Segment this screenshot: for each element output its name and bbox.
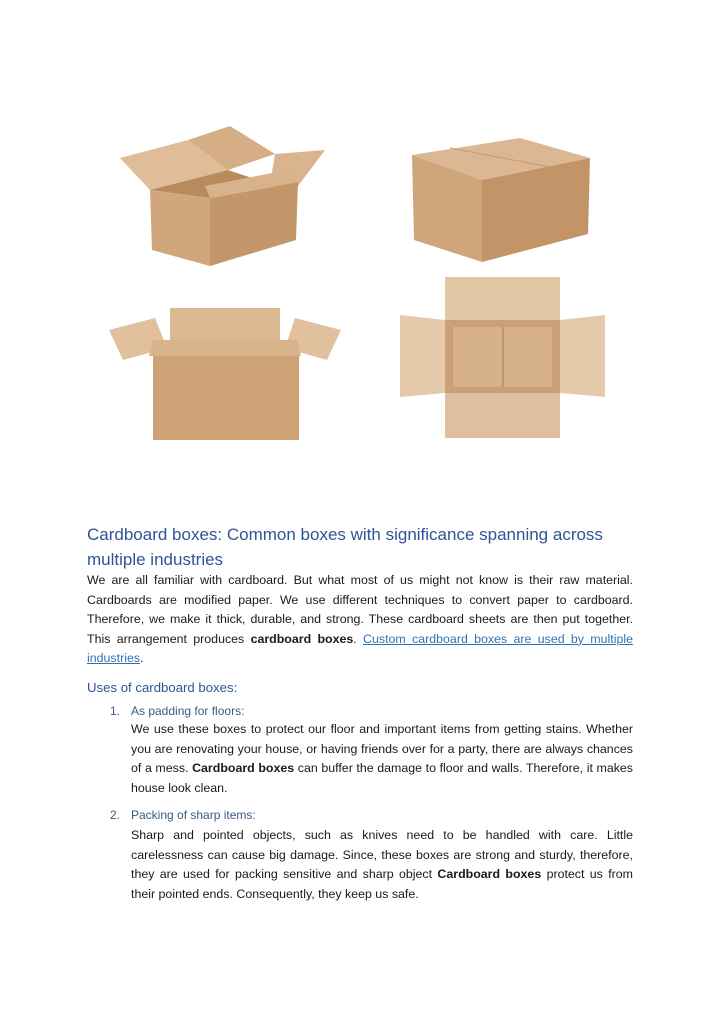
box-image-open-flaps bbox=[110, 120, 335, 270]
list-item-number: 1. bbox=[110, 704, 121, 718]
box-image-closed bbox=[400, 130, 595, 265]
intro-end: . bbox=[140, 651, 144, 666]
item-text: Sharp and pointed objects, such as knives need to be handled with care. Little carelessness can cause big damage. Since, these boxes are strong and sturdy, therefore, they are used for packing sensitive and sharp object bbox=[131, 828, 633, 882]
item-text-end: can buffer the damage to floor and walls. Therefore, it makes house look clean. bbox=[131, 761, 633, 795]
list-item-body bbox=[131, 720, 633, 798]
list-item-title: Packing of sharp items: bbox=[131, 808, 256, 822]
list-item-body bbox=[131, 826, 633, 904]
uses-heading: Uses of cardboard boxes: bbox=[87, 680, 238, 695]
intro-text: We are all familiar with cardboard. But what most of us might not know is their raw material. Cardboards are modified paper. We use different techniques to convert paper to cardboard. Therefore, we make it thick, durable, and strong. These cardboard sheets are then put together. This arrangement produces bbox=[87, 573, 633, 646]
item-text: We use these boxes to protect our floor and important items from getting stains. Whether you are renovating your house, or having friends over for a party, there are always chances of a mess. bbox=[131, 722, 633, 776]
intro-bold-keyword: cardboard boxes bbox=[250, 631, 354, 646]
item-text-end: protect us from their pointed ends. Consequently, they keep us safe. bbox=[131, 867, 633, 901]
intro-separator: . bbox=[353, 631, 364, 646]
box-image-top-view bbox=[395, 275, 610, 440]
item-bold-keyword: Cardboard boxes bbox=[437, 867, 542, 882]
article-heading: Cardboard boxes: Common boxes with significance spanning across multiple industries bbox=[87, 525, 603, 569]
custom-boxes-link[interactable]: Custom cardboard boxes are used by multiple industries bbox=[87, 631, 633, 666]
list-item-title: As padding for floors: bbox=[131, 704, 245, 718]
box-image-front-open bbox=[105, 300, 345, 450]
intro-paragraph bbox=[87, 571, 633, 669]
list-item-number: 2. bbox=[110, 808, 121, 822]
item-bold-keyword: Cardboard boxes bbox=[192, 761, 295, 776]
